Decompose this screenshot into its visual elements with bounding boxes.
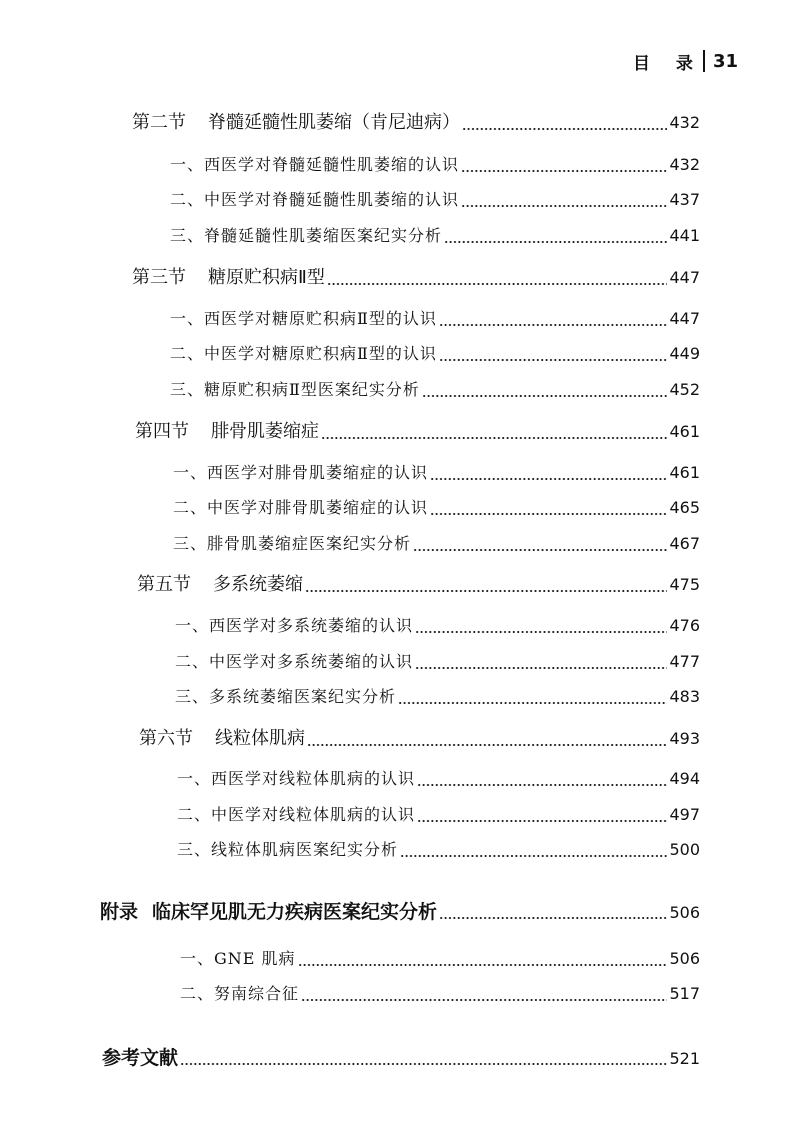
toc-item[interactable] [180, 981, 700, 1007]
toc-item[interactable] [175, 684, 700, 710]
leader-dots [398, 702, 667, 704]
toc-page: 467 [669, 534, 700, 553]
toc-item[interactable] [175, 613, 700, 639]
toc-label: 二、努南综合征 [180, 984, 300, 1003]
toc-page: 432 [669, 113, 700, 132]
toc-page: 441 [669, 226, 700, 245]
toc-label: 二、中医学对糖原贮积病Ⅱ型的认识 [170, 344, 437, 363]
page-header [633, 48, 738, 74]
toc-page: 447 [669, 309, 700, 328]
leader-dots [462, 128, 667, 130]
toc-page: 506 [669, 903, 700, 922]
leader-dots [321, 437, 667, 439]
toc-page: 461 [669, 463, 700, 482]
toc-item[interactable] [175, 649, 700, 675]
toc-label: 一、GNE 肌病 [180, 949, 296, 968]
toc-item[interactable] [177, 837, 700, 863]
toc-label: 第五节 多系统萎缩 [137, 574, 303, 595]
toc-page: 483 [669, 687, 700, 706]
leader-dots [461, 170, 667, 172]
toc-item[interactable] [173, 531, 700, 557]
leader-dots [400, 855, 667, 857]
toc-label: 一、西医学对腓骨肌萎缩症的认识 [173, 463, 429, 482]
toc-label: 二、中医学对多系统萎缩的认识 [175, 652, 414, 671]
toc-page: 506 [669, 949, 700, 968]
toc-label: 第四节 腓骨肌萎缩症 [135, 421, 319, 442]
leader-dots [439, 359, 668, 361]
leader-dots [301, 999, 667, 1001]
toc-page: 475 [669, 575, 700, 594]
toc-page: 494 [669, 769, 700, 788]
leader-dots [305, 590, 667, 592]
toc-label: 三、多系统萎缩医案纪实分析 [175, 687, 397, 706]
toc-label: 第三节 糖原贮积病Ⅱ型 [132, 267, 325, 288]
leader-dots [307, 744, 667, 746]
toc-page: 500 [669, 840, 700, 859]
header-divider [703, 50, 705, 72]
toc-item[interactable] [170, 306, 700, 332]
toc-label: 二、中医学对腓骨肌萎缩症的认识 [173, 498, 429, 517]
toc-page: 476 [669, 616, 700, 635]
toc-item[interactable] [170, 187, 700, 213]
leader-dots [413, 549, 667, 551]
toc-label: 三、腓骨肌萎缩症医案纪实分析 [173, 534, 412, 553]
leader-dots [430, 478, 667, 480]
toc-page: 517 [669, 984, 700, 1003]
leader-dots [415, 667, 667, 669]
toc-page: 437 [669, 190, 700, 209]
header-title: 目 录 [633, 53, 703, 74]
toc-label: 二、中医学对线粒体肌病的认识 [177, 805, 416, 824]
toc-page: 432 [669, 155, 700, 174]
header-page-number: 31 [712, 50, 738, 72]
toc-item[interactable] [170, 341, 700, 367]
toc-page: 449 [669, 344, 700, 363]
toc-page: 521 [669, 1049, 700, 1068]
toc-label: 三、脊髓延髓性肌萎缩医案纪实分析 [170, 226, 443, 245]
leader-dots [439, 917, 667, 919]
toc-page: 477 [669, 652, 700, 671]
toc-appendix[interactable] [100, 899, 700, 925]
toc-item[interactable] [177, 802, 700, 828]
toc-item[interactable] [180, 946, 700, 972]
toc-label: 一、西医学对糖原贮积病Ⅱ型的认识 [170, 309, 437, 328]
toc-section-2[interactable] [132, 110, 700, 136]
toc-item[interactable] [170, 152, 700, 178]
toc-label: 一、西医学对多系统萎缩的认识 [175, 616, 414, 635]
leader-dots [422, 395, 668, 397]
toc-page: 493 [669, 729, 700, 748]
toc-label: 第六节 线粒体肌病 [139, 728, 305, 749]
toc-label: 一、西医学对脊髓延髓性肌萎缩的认识 [170, 155, 460, 174]
toc-section-3[interactable] [132, 265, 700, 291]
leader-dots [417, 784, 667, 786]
leader-dots [327, 283, 668, 285]
toc-page: 447 [669, 268, 700, 287]
toc-page: 452 [669, 380, 700, 399]
toc-label: 附录 临床罕见肌无力疾病医案纪实分析 [100, 901, 438, 923]
toc-item[interactable] [170, 377, 700, 403]
toc-item[interactable] [173, 460, 700, 486]
toc-label: 第二节 脊髓延髓性肌萎缩（肯尼迪病） [132, 112, 460, 133]
leader-dots [298, 964, 668, 966]
toc-label: 三、糖原贮积病Ⅱ型医案纪实分析 [170, 380, 420, 399]
toc-label: 二、中医学对脊髓延髓性肌萎缩的认识 [170, 190, 460, 209]
toc-section-5[interactable] [137, 572, 700, 598]
leader-dots [430, 513, 667, 515]
toc-references[interactable] [102, 1045, 700, 1071]
leader-dots [417, 820, 667, 822]
toc-section-4[interactable] [135, 419, 700, 445]
leader-dots [461, 205, 667, 207]
toc-page: 497 [669, 805, 700, 824]
toc-page: 461 [669, 422, 700, 441]
leader-dots [415, 631, 667, 633]
toc-item[interactable] [170, 223, 700, 249]
leader-dots [444, 241, 667, 243]
toc-item[interactable] [173, 495, 700, 521]
toc-label: 三、线粒体肌病医案纪实分析 [177, 840, 399, 859]
toc-label: 参考文献 [102, 1047, 179, 1069]
toc-label: 一、西医学对线粒体肌病的认识 [177, 769, 416, 788]
toc-section-6[interactable] [139, 726, 700, 752]
leader-dots [439, 324, 668, 326]
toc-page: 465 [669, 498, 700, 517]
leader-dots [180, 1063, 667, 1065]
toc-item[interactable] [177, 766, 700, 792]
